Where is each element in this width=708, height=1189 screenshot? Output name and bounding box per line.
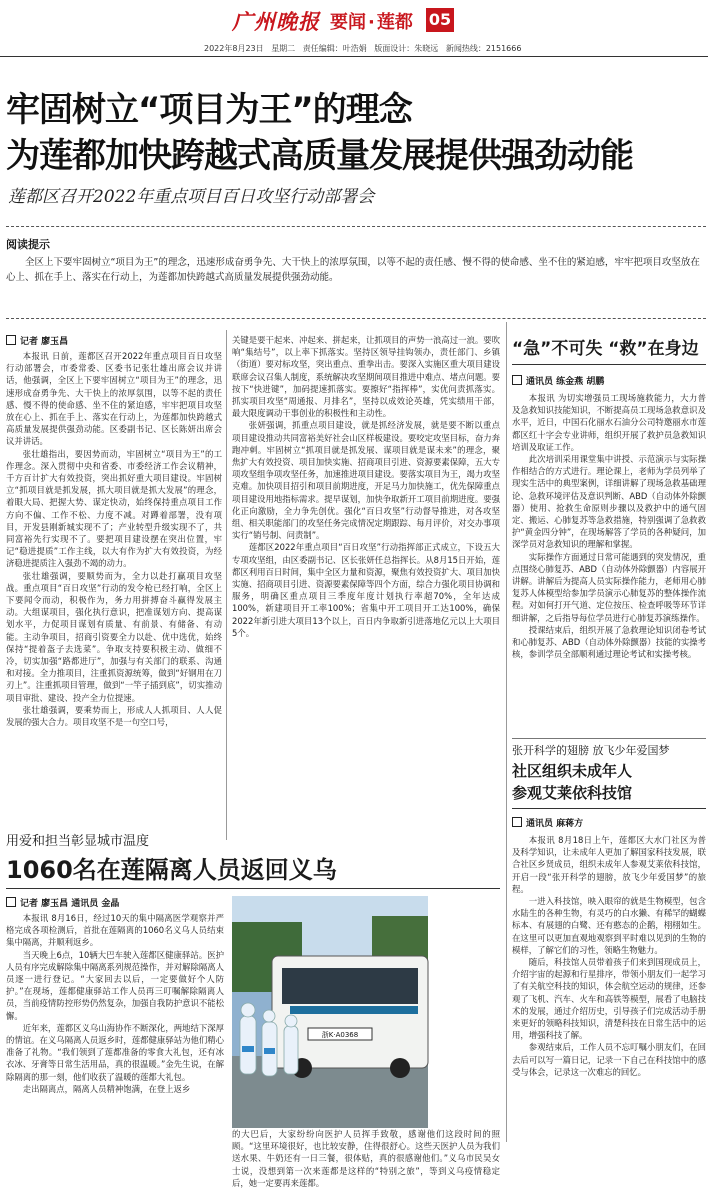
emergency-title: “急”不可失 “救”在身边 [512,339,699,359]
paragraph: 本报讯 8月18日上午，莲都区大水门社区为普及科学知识，让未成年人更加了解国家科技发展，联合社区乡贤成员，组织未成年人参观艾莱依科技馆，开启一段“张开科学的翅膀，放飞少年爱国梦”的旅程。 [512,835,706,894]
section-subname: 莲都 [376,12,413,33]
main-column-2 [232,334,500,840]
emergency-byline [512,374,604,387]
yiwu-column-3 [232,1128,500,1188]
yiwu-byline-text: 记者 廖玉昌 通讯员 金晶 [20,899,120,909]
section-rule [512,738,706,739]
main-column-1 [6,350,222,840]
column-divider [226,330,227,840]
museum-rule [512,808,706,809]
photo-bus-medical-staff [232,896,428,1128]
page-number: 05 [426,8,454,32]
byline-box-icon [6,335,16,345]
headline-line-2: 为莲都加快跨越式高质量发展提供强劲动能 [6,136,633,176]
paragraph: 本报讯 日前，莲都区召开2022年重点项目百日攻坚行动部署会，市委常委、区委书记张壮雄出席会议并讲话，他强调，全区上下要牢固树立“项目为王”的理念，迅速形成奋勇争先、大干快上的浓厚氛围，以等不起的责任感、慢不得的使命感、坐不住的紧迫感，牢牢把项目攻坚放在心上、抓在手上、落实在行动上，为莲都加快跨越式高质量发展提供强劲动能。区委副书记、区长陈妍出席会议并讲话。 [6,351,222,447]
paragraph: 一进入科技馆，映入眼帘的就是生物模型，包含水陆生的各种生物，有灵巧的白水獭、有稀罕的蝴蝶标本、有展翅的白鹭、还有憨态的企鹅，栩栩如生。在这里可以更加直观地观察到平时难以见到的生物的模样，了解它们的习性，领略生物魅力。 [512,896,706,955]
paragraph: 当天晚上6点，10辆大巴车驶入莲都区健康驿站。医护人员有序完成解除集中隔离系列规范操作，并对解除隔离人员逐一进行登记。“大家回去以后，一定要做好个人防护。”在现场，莲都健康驿站工作人员再三叮嘱解除隔离人员，当前疫情防控形势仍然复杂，加强自我防护意识不能松懈。 [6,949,224,1021]
paragraph: 关键是要干起来、冲起来、拼起来，让抓项目的声势一浪高过一浪。要吹响“集结号”，以上率下抓落实。坚持区领导挂钩领办，责任部门、乡镇（街道）要对标攻坚，突出重点、重拳出击。要深入实施区重大项目建设联席会议召集人制度，系统解决攻坚期间项目推进中难点、堵点问题。要按下“快进键”，加码提速抓落实。要擦好“指挥棒”，实优问责抓落实。抓实项目攻坚“周通报、月排名”，坚持以成效论英雄，凭实绩用干部，最大限度调动干事创业的积极性和主动性。 [232,335,500,419]
museum-byline [512,816,583,829]
byline-box-icon [512,375,522,385]
paragraph: 本报讯 为切实增强员工现场施救能力，大力普及急救知识技能知识，不断提高员工现场急救意识及水平，近日，中国石化丽水石油分公司特邀丽水市莲都区红十字会专业讲师，组织开展了救护员急救知识培训及取证工作。 [512,393,706,452]
section-separator: · [368,12,375,33]
headline-line-1: 牢固树立“项目为王”的理念 [6,90,412,130]
headline-subtitle: 莲都区召开2022年重点项目百日攻坚行动部署会 [8,187,375,207]
guide-bottom-rule [6,318,706,319]
museum-body [512,834,706,1160]
issue-editor: 责任编辑：叶浩娟 [302,44,367,53]
paragraph: 此次培训采用课堂集中讲授、示范演示与实际操作相结合的方式进行。理论课上，老师为学员列举了现实生活中的典型案例，详细讲解了现场急救基础理论、急救环境评估及意识判断、ABD（自动体外除颤器）使用、抢救生命原则步骤以及救护中的通气固定、搬运、心肺复苏等急救措施，特别强调了急救救护“黄金四分钟”，在现场解答了学员的各种疑问，加深学员对急救知识的理解和掌握。 [512,454,706,550]
yiwu-title: 1060名在莲隔离人员返回义乌 [6,856,337,884]
yiwu-kicker: 用爱和担当彰显城市温度 [6,834,150,849]
paragraph: 张壮雄强调，要乘势而上，形成人人抓项目、人人促发展的强大合力。项目攻坚不是一句空口号， [6,704,222,728]
issue-weekday: 星期二 [271,44,296,53]
emergency-rule [512,364,706,365]
paragraph: 张壮雄强调，要顺势而为，全力以赴打赢项目攻坚战。重点项目“百日攻坚”行动的发令枪已经打响，全区上下要闻令而动，积极作为，务力用拼搏奋斗赢得发展主动。大组谋项目，强化执行意识，把准谋划方向、提高谋划水平，力促项目谋划有质量、有前景、有储备、有动能。主动争项目，招商引资要全力以赴、优中选优，始终保持“提着盔子去选菜”。争取支持要积极主动、做细不冷，切实加强“路都进厅”，加强与有关部门的联系、沟通和对接。全力推项目，注重抓资源统筹，做到“好钢用在刀刃上”。注重抓项目管理，做到“一竿子插到底”，切实推动项目审批、建设、投产全力位提速。 [6,570,222,703]
museum-title-1: 社区组织未成年人 [512,762,633,780]
issue-date: 2022年8月23日 [204,44,264,53]
paragraph: 走出隔离点，隔离人员精神饱满，在登上返乡 [22,1083,191,1094]
paragraph: 张壮雄指出，要因势而动，牢固树立“项目为王”的工作理念。深入贯彻中央和省委、市委经济工作会议精神，千方百计扩大有效投资，突出抓好重大项目建设。牢固树立“抓项目就是抓发展，抓大项目就是抓大发展”的理念，着眼大局、把握大势、谋定快动，始终保持重点项目工作方向不偏、工作不松、力度不减。对蹲着部署，没有项目，开发县刚新城实现不了；产业转型升级实现不了，共同富裕先行实现不了。要把项目建设摆在突出位置，牢记“稳进提质”工作主线，以大有作为扩大有效投资，为经济稳进提质注入强劲不竭的动力。 [6,448,222,569]
byline-box-icon [512,817,522,827]
news-photo [232,896,428,1128]
newspaper-logo: 广州晚报 [232,9,320,34]
yiwu-column-1 [6,912,224,1160]
right-column-divider [506,322,507,1142]
section-name: 要闻 [330,12,366,33]
guide-text: 全区上下要牢固树立“项目为王”的理念，迅速形成奋勇争先、大干快上的浓厚氛围，以等不起的责任感、慢不得的使命感、坐不住的紧迫感，牢牢把项目攻坚放在心上、抓在手上、落实在行动上，为莲都加快跨越式高质量发展提供强劲动能。 [6,257,700,283]
yiwu-rule [6,888,500,889]
main-byline-text: 记者 廖玉昌 [20,337,69,347]
bus-plate: 浙K·A0368 [321,1031,359,1039]
issue-hotline: 新闻热线：2151666 [445,44,522,53]
museum-kicker: 张开科学的翅膀 放飞少年爱国梦 [512,744,670,757]
paragraph: 张妍强调，抓重点项目建设，就是抓经济发展，就是要不断以重点项目建设推动共同富裕美好社会山区样板建设。要咬定攻坚目标，奋力奔跑冲刺。牢固树立“抓项目就是抓发展、谋项目就是谋未来”的理念，聚焦扩大有效投资、项目加快实施、招商项目引进、资源要素保障，五大专项攻坚组争项攻坚任务，加速推进项目建设。要落实项目为王，竭力攻坚克难。加快项目招引和项目前期进度，开足马力加快施工，优先保障重点项目建设用地指标需求。提早谋划，加快争取新开工项目前期进度。要强化正向激励，全力争先创优。强化“百日攻坚”行动督导推进，对各攻坚组、相关职能部门的攻坚任务完成情况定期跟踪、每月评价，对交办事项实行“销号制、问责制”。 [232,420,500,541]
issue-design: 版面设计：朱晓远 [374,44,439,53]
emergency-byline-text: 通讯员 练金燕 胡鹏 [526,377,605,387]
paragraph: 随后，科技馆人员带着孩子们来到国现成员上，介绍宇宙的起源和行星排序，带领小朋友们一起学习了有关航空科技的知识，体会航空运动的规律，还参观了飞机、汽车、火车和高铁等模型，展看了电脑技术的发展，通过介绍历史，引导孩子们完成活动手册来更好的领略科技知识，清楚科技在日常生活中的运用，增强科技了解。 [512,957,706,1041]
issue-info [204,43,526,54]
emergency-body [512,392,706,730]
masthead [0,0,708,38]
museum-byline-text: 通讯员 麻蒋方 [526,819,584,829]
masthead-rule [0,56,708,57]
guide-top-rule [6,226,706,227]
paragraph: 授课结束后，组织开展了急救理论知识闭卷考试和心肺复苏、ABD（自动体外除颤器）技能的实操考核，参训学员全部顺利通过理论考试和实操考核。 [512,624,706,660]
guide-title: 阅读提示 [6,238,50,251]
yiwu-byline [6,896,119,909]
paragraph: 的大巴后，大家纷纷向医护人员挥手致敬，感谢他们这段时间的照顾。“这里环境很好，也比较安静，住得很舒心。这些天医护人员为我们送水果、牛奶还有一日三餐，很体贴，真的很感谢他们。”义乌市民吴女士说，没想到第一次来莲都是这样的“特别之旅”，等到义乌疫情稳定后，她一定要再来莲都。 [232,1129,500,1188]
section-title [330,8,413,34]
paragraph: 近年来，莲都区义乌山海协作不断深化，两地结下深厚的情谊。在义乌隔离人员返乡时，莲都健康驿站为他们精心准备了礼物。“我们领到了莲都准备的零食大礼包，还有冰衣冰、牙膏等日常生活用品，真的很温暖。”金先生说，在解除隔离的那一刻，他们收获了温暖的莲都大礼包。 [6,1022,224,1082]
byline-box-icon [6,897,16,907]
paragraph: 参观结束后，工作人员不忘叮嘱小朋友们，在回去后可以写一篇日记，记录一下自己在科技馆中的感受与体会，记录这一次难忘的回忆。 [512,1042,706,1077]
main-byline [6,334,68,347]
paragraph: 实际操作方面通过日常可能遇到的突发情况，重点围绕心肺复苏、ABD（自动体外除颤器）内容展开讲解。讲解后为提高人员实际操作能力，老师用心肺复苏人体模型给参加学员演示心肺复苏的整体操作流程。对如何打开气道、定位按压、检查呼吸等环节详细讲解，之后指导每位学员进行心肺复苏演练操作。 [512,551,706,623]
paragraph: 本报讯 8月16日，经过10天的集中隔离医学观察并严格完成各项检测后，首批在莲隔离的1060名义乌人员结束集中隔离，并顺利返乡。 [6,913,224,948]
museum-title-2: 参观艾莱依科技馆 [512,784,633,802]
paragraph: 莲都区2022年重点项目“百日攻坚”行动指挥部正式成立，下设五大专项攻坚组，由区委副书记、区长张妍任总指挥长。从8月15日开始，莲都区利用百日时间，集中全区力量和资源，聚焦有效投资扩大、项目加快实施、招商项目引进、资源要素保障等四个方面，综合力强化项目协调和服务，明确区重点项目三季度年度计划执行率超70%，全年达成100%，新建项目开工率100%；省集中开工项目开工达100%，确保2022年新引进大项目13个以上，百日内争取新引进落地亿元以上大项目5个。 [232,542,500,638]
